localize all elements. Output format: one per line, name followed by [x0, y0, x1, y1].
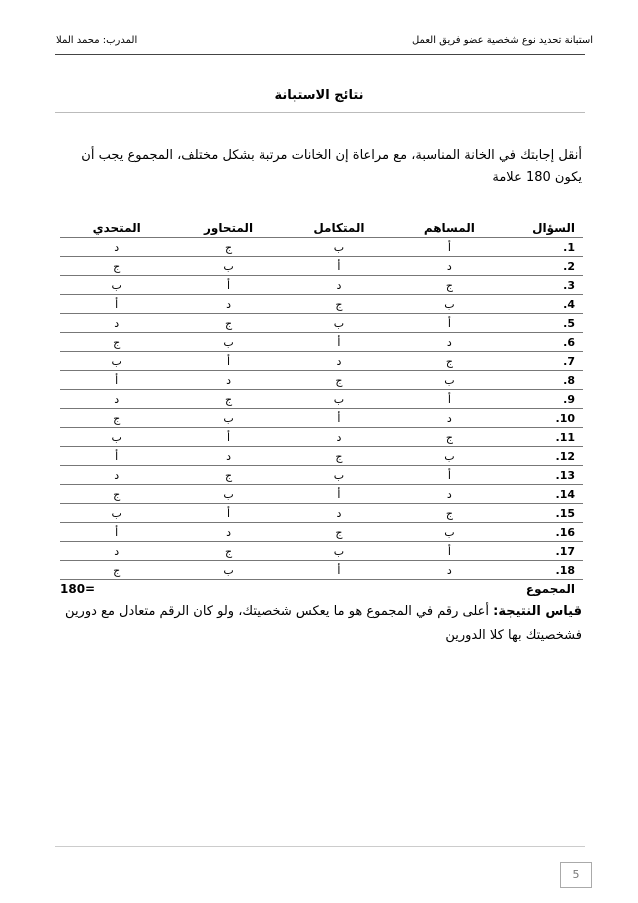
answer-letter: أ [60, 295, 173, 314]
total-row [60, 580, 583, 599]
answer-letter: ب [60, 504, 173, 523]
table-row [60, 295, 583, 314]
footer-divider [55, 846, 585, 847]
table-row [60, 276, 583, 295]
answer-letter: أ [60, 523, 173, 542]
answer-letter: د [173, 523, 283, 542]
question-number: 10. [505, 409, 583, 428]
answer-letter: أ [173, 352, 283, 371]
answer-letter: ج [284, 371, 394, 390]
column-header-communicator: المتحاور [173, 218, 283, 238]
header-trainer-name: المدرب: محمد الملا [56, 35, 138, 46]
table-row [60, 352, 583, 371]
total-label: المجموع [525, 582, 575, 596]
answer-letter: ب [173, 409, 283, 428]
result-paragraph [62, 600, 582, 648]
answer-letter: أ [173, 276, 283, 295]
answer-letter: ب [394, 447, 504, 466]
answer-letter: ج [394, 352, 504, 371]
question-number: 16. [505, 523, 583, 542]
question-number: 13. [505, 466, 583, 485]
table-row [60, 238, 583, 257]
answer-letter: د [60, 542, 173, 561]
page-number: 5 [560, 862, 592, 888]
question-number: 17. [505, 542, 583, 561]
answer-letter: ب [284, 390, 394, 409]
answer-letter: ج [60, 485, 173, 504]
answer-letter: د [60, 466, 173, 485]
answer-letter: د [394, 485, 504, 504]
answer-letter: ب [173, 333, 283, 352]
answer-letter: ب [394, 371, 504, 390]
answer-letter: أ [284, 257, 394, 276]
answer-letter: ج [284, 447, 394, 466]
answer-letter: د [60, 314, 173, 333]
answer-letter: ب [394, 523, 504, 542]
answer-letter: ب [284, 466, 394, 485]
answers-table [60, 218, 583, 598]
column-header-challenger: المتحدي [60, 218, 173, 238]
question-number: 15. [505, 504, 583, 523]
answer-letter: ب [60, 428, 173, 447]
table-row [60, 447, 583, 466]
column-header-contributor: المساهم [394, 218, 504, 238]
answer-letter: ج [394, 504, 504, 523]
total-value: 180= [60, 582, 96, 596]
answer-letter: ج [60, 333, 173, 352]
answer-letter: أ [284, 333, 394, 352]
question-number: 7. [505, 352, 583, 371]
table-header-row [60, 218, 583, 238]
question-number: 14. [505, 485, 583, 504]
answer-letter: د [60, 390, 173, 409]
result-label: قياس النتيجة: [493, 604, 582, 619]
answer-letter: د [394, 409, 504, 428]
table-row [60, 371, 583, 390]
question-number: 5. [505, 314, 583, 333]
column-header-integrator: المتكامل [284, 218, 394, 238]
question-number: 1. [505, 238, 583, 257]
answer-letter: ج [173, 390, 283, 409]
table-row [60, 409, 583, 428]
answer-letter: د [394, 333, 504, 352]
answer-letter: أ [60, 447, 173, 466]
question-number: 9. [505, 390, 583, 409]
answer-letter: أ [394, 238, 504, 257]
answer-letter: ج [60, 409, 173, 428]
page-title: نتائج الاستبانة [274, 88, 364, 103]
table-row [60, 466, 583, 485]
question-number: 11. [505, 428, 583, 447]
answer-letter: أ [284, 409, 394, 428]
answer-letter: أ [394, 466, 504, 485]
answer-letter: د [173, 447, 283, 466]
table-row [60, 390, 583, 409]
answer-letter: أ [284, 561, 394, 580]
title-divider [55, 112, 585, 113]
question-number: 6. [505, 333, 583, 352]
answer-letter: أ [394, 542, 504, 561]
answer-letter: ج [173, 314, 283, 333]
answer-letter: ج [60, 257, 173, 276]
question-number: 18. [505, 561, 583, 580]
column-header-question: السؤال [505, 218, 583, 238]
instruction-text: أنقل إجابتك في الخانة المناسبة، مع مراعاة إن الخانات مرتبة بشكل مختلف، المجموع يجب أن يكون 180 علامة [81, 148, 582, 185]
answer-letter: ج [284, 523, 394, 542]
answer-letter: ج [173, 542, 283, 561]
total-spacer [173, 580, 504, 599]
answer-letter: ج [394, 428, 504, 447]
table-row [60, 485, 583, 504]
answer-letter: ب [60, 276, 173, 295]
answer-letter: د [284, 276, 394, 295]
answer-letter: ج [284, 295, 394, 314]
question-number: 2. [505, 257, 583, 276]
answer-letter: د [173, 295, 283, 314]
answer-letter: ج [173, 238, 283, 257]
answer-letter: ب [284, 542, 394, 561]
answer-letter: أ [173, 504, 283, 523]
table-row [60, 314, 583, 333]
table-row [60, 257, 583, 276]
answer-letter: أ [60, 371, 173, 390]
answer-letter: أ [284, 485, 394, 504]
answer-letter: د [173, 371, 283, 390]
question-number: 12. [505, 447, 583, 466]
header-divider [55, 54, 585, 55]
answer-letter: د [284, 428, 394, 447]
answer-letter: ج [394, 276, 504, 295]
question-number: 8. [505, 371, 583, 390]
answer-letter: د [394, 561, 504, 580]
question-number: 4. [505, 295, 583, 314]
answer-letter: ب [284, 314, 394, 333]
answer-letter: ج [173, 466, 283, 485]
table-row [60, 561, 583, 580]
answer-letter: ب [60, 352, 173, 371]
result-text: أعلى رقم في المجموع هو ما يعكس شخصيتك، ولو كان الرقم متعادل مع دورين فشخصيتك بها كلا الدورين [65, 604, 582, 643]
answer-letter: د [394, 257, 504, 276]
answer-letter: أ [394, 390, 504, 409]
answer-letter: أ [173, 428, 283, 447]
table-row [60, 542, 583, 561]
answer-letter: ب [173, 257, 283, 276]
answer-letter: د [284, 352, 394, 371]
answer-letter: د [60, 238, 173, 257]
answer-letter: ب [394, 295, 504, 314]
question-number: 3. [505, 276, 583, 295]
answer-letter: أ [394, 314, 504, 333]
table-body [60, 238, 583, 599]
table-row [60, 333, 583, 352]
answer-letter: ج [60, 561, 173, 580]
answer-letter: ب [173, 485, 283, 504]
answer-letter: ب [284, 238, 394, 257]
table-row [60, 504, 583, 523]
header-document-title: استبانة تحديد نوع شخصية عضو فريق العمل [411, 35, 593, 46]
answer-letter: ب [173, 561, 283, 580]
answer-letter: د [284, 504, 394, 523]
table-row [60, 523, 583, 542]
table-row [60, 428, 583, 447]
